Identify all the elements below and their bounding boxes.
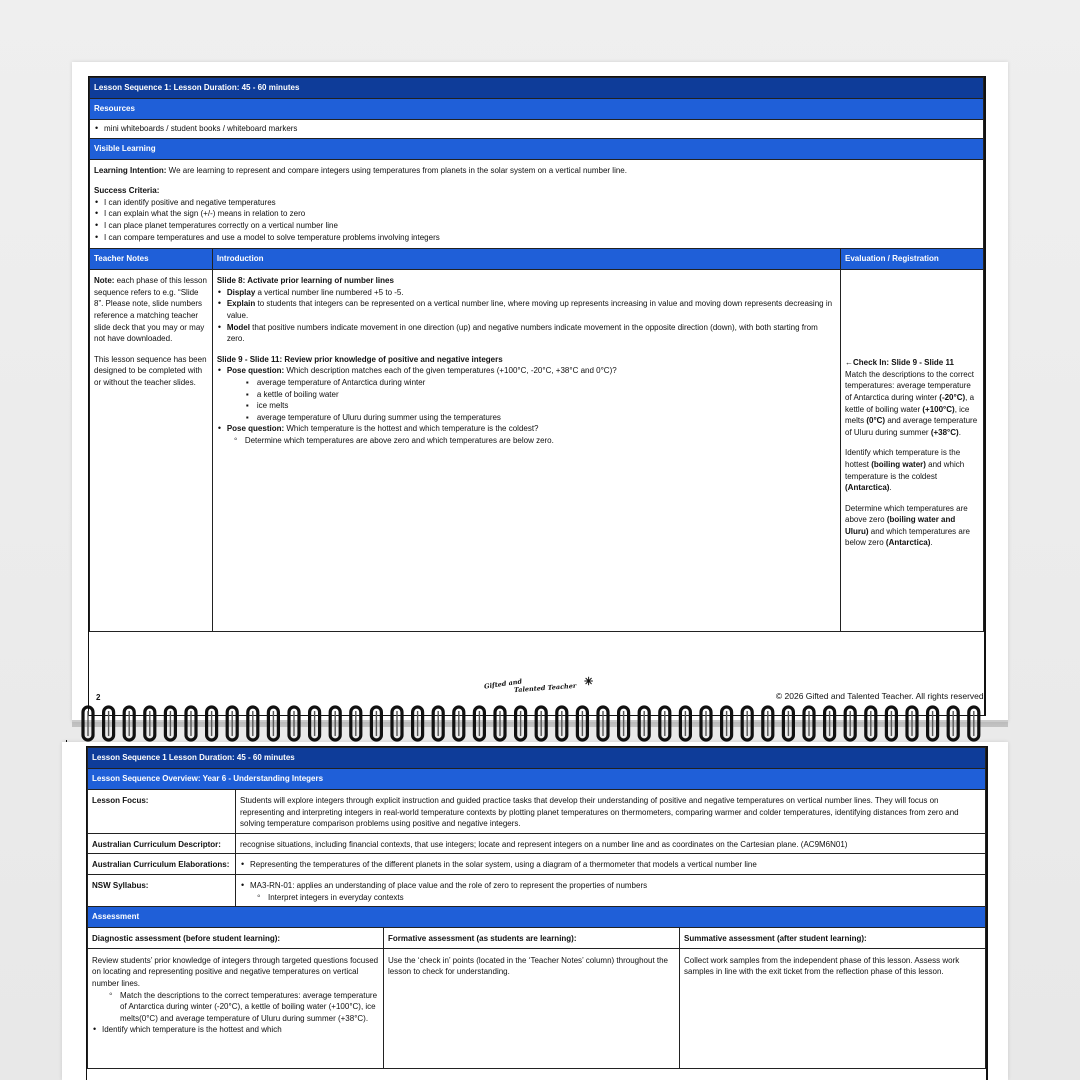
visible-learning-cell xyxy=(90,159,984,249)
nsw-syllabus-cell xyxy=(236,874,986,906)
curriculum-elaborations-label: Australian Curriculum Elaborations: xyxy=(92,860,230,870)
summative-heading: Summative assessment (after student learning): xyxy=(684,934,867,944)
check-in-hottest-text: Identify which temperature is the hottest (boiling water) and which temperature is the coldest (Antarctica). xyxy=(845,448,965,493)
worksheet-page-2 xyxy=(72,62,1008,722)
nsw-outcome-item: • MA3-RN-01: applies an understanding of place value and the role of zero to represent the properties of numbers xyxy=(240,880,981,892)
spiral-coil xyxy=(289,707,299,740)
binding-shadow xyxy=(72,720,1008,727)
spiral-coil xyxy=(907,707,917,740)
evaluation-heading: Evaluation / Registration xyxy=(841,249,984,270)
nsw-outcome-subitem: ◦ Interpret integers in everyday contexts xyxy=(256,892,981,904)
spiral-coil xyxy=(928,707,938,740)
nsw-syllabus-label: NSW Syllabus: xyxy=(92,880,149,890)
criteria-item: • I can compare temperatures and use a model to solve temperature problems involving integers xyxy=(94,232,979,244)
slide8-item: • Explain to students that integers can be represented on a vertical number line, where moving up represents increasing in value and moving down represents decreasing in value. xyxy=(217,298,836,321)
slide8-item: • Display a vertical number line numbered +5 to -5. xyxy=(217,287,836,299)
temperature-description-list xyxy=(217,377,836,423)
pose-question-subitem: ◦ Determine which temperatures are above zero and which temperatures are below zero. xyxy=(233,435,836,447)
teacher-notes-heading: Teacher Notes xyxy=(90,249,213,270)
spiral-coil xyxy=(433,707,443,740)
assessment-heading: Assessment xyxy=(88,907,986,928)
spiral-coil xyxy=(268,707,278,740)
criteria-item: • I can place planet temperatures correctly on a vertical number line xyxy=(94,220,979,232)
teacher-notes-cell xyxy=(90,270,213,632)
introduction-cell xyxy=(212,270,840,632)
spiral-coil xyxy=(248,707,258,740)
diagnostic-subitem: ◦ Match the descriptions to the correct temperatures: average temperature of Antarctica during winter (-20°C), a kettle of boiling water (+100°C), ice melts(0°C) and average temperature of Uluru during summer (+38°C). xyxy=(108,990,379,1025)
spiral-coil xyxy=(330,707,340,740)
lesson-duration-header: Lesson Sequence 1 Lesson Duration: 45 - 60 minutes xyxy=(88,748,986,769)
worksheet-page-1 xyxy=(62,742,1008,1080)
spiral-coil xyxy=(680,707,690,740)
criteria-item: • I can explain what the sign (+/-) means in relation to zero xyxy=(94,208,979,220)
formative-text: Use the ‘check in’ points (located in the ‘Teacher Notes’ column) throughout the lesson to check for understanding. xyxy=(384,948,680,1068)
lesson-overview-table xyxy=(87,747,986,1069)
overview-table-frame xyxy=(86,746,988,1080)
overview-heading: Lesson Sequence Overview: Year 6 - Understanding Integers xyxy=(88,769,986,790)
slide8-item: • Model that positive numbers indicate movement in one direction (up) and negative numbers indicate movement in the opposite direction (down), with both starting from zero. xyxy=(217,322,836,345)
lesson-sequence-table xyxy=(89,77,984,632)
description-item: ▪ average temperature of Antarctica during winter xyxy=(245,377,836,389)
spiral-coil xyxy=(186,707,196,740)
lesson-table-frame xyxy=(88,76,986,716)
check-in-title: ←Check In: Slide 9 - Slide 11 xyxy=(845,358,954,368)
resources-heading: Resources xyxy=(90,99,984,120)
slide8-list xyxy=(217,287,836,345)
spiral-coil xyxy=(454,707,464,740)
lesson-duration-header: Lesson Sequence 1: Lesson Duration: 45 - 60 minutes xyxy=(90,78,984,99)
visible-learning-heading: Visible Learning xyxy=(90,138,984,159)
diagnostic-heading: Diagnostic assessment (before student learning): xyxy=(92,934,281,944)
teacher-note: Note: each phase of this lesson sequence refers to e.g. “Slide 8”. Please note, slide numbers reference a matching teacher slide deck that you may or may not have downloaded. xyxy=(94,276,207,344)
spiral-coil xyxy=(660,707,670,740)
curriculum-descriptor-text: recognise situations, including financial contexts, that use integers; locate and represent integers on a number line and as coordinates on the Cartesian plane. (AC9M6N01) xyxy=(236,833,986,854)
curriculum-descriptor-label: Australian Curriculum Descriptor: xyxy=(92,839,221,849)
slide9-list xyxy=(217,365,836,377)
spiral-coil xyxy=(845,707,855,740)
spiral-coil xyxy=(227,707,237,740)
description-item: ▪ average temperature of Uluru during summer using the temperatures xyxy=(245,412,836,424)
copyright-text: © 2026 Gifted and Talented Teacher. All rights reserved. xyxy=(775,691,986,701)
summative-text: Collect work samples from the independent phase of this lesson. Assess work samples in line with the exit ticket from the reflection phase of this lesson. xyxy=(680,948,986,1068)
resources-cell xyxy=(90,120,984,139)
pose-question-item: • Pose question: Which description matches each of the given temperatures (+100°C, -20°C, +38°C and 0°C)? xyxy=(217,365,836,377)
spiral-coil xyxy=(392,707,402,740)
spiral-coil xyxy=(763,707,773,740)
spiral-coil xyxy=(886,707,896,740)
success-criteria-label: Success Criteria: xyxy=(94,186,160,196)
spiral-coil xyxy=(516,707,526,740)
description-item: ▪ ice melts xyxy=(245,400,836,412)
description-item: ▪ a kettle of boiling water xyxy=(245,389,836,401)
check-in-zero-text: Determine which temperatures are above zero (boiling water and Uluru) and which temperatures are below zero (Antarctica). xyxy=(845,503,970,548)
spiral-coil xyxy=(722,707,732,740)
spiral-coil xyxy=(577,707,587,740)
spiral-coil xyxy=(783,707,793,740)
brand-logo: Gifted and Talented Teacher ✳ xyxy=(483,675,594,695)
spiral-coil xyxy=(948,707,958,740)
spiral-coil xyxy=(310,707,320,740)
pose-question-item: • Pose question: Which temperature is the hottest and which temperature is the coldest? xyxy=(217,423,836,435)
spiral-coil xyxy=(825,707,835,740)
elaboration-item: • Representing the temperatures of the different planets in the solar system, using a diagram of a thermometer that models a vertical number line xyxy=(240,859,981,871)
spiral-coil xyxy=(701,707,711,740)
success-criteria-list xyxy=(94,197,979,243)
spiral-coil xyxy=(351,707,361,740)
spiral-coil xyxy=(165,707,175,740)
sparkle-icon: ✳ xyxy=(584,675,594,688)
criteria-item: • I can identify positive and negative temperatures xyxy=(94,197,979,209)
teacher-note-slides: This lesson sequence has been designed to be completed with or without the teacher slides. xyxy=(94,354,207,387)
elaborations-cell xyxy=(236,854,986,875)
lesson-focus-text: Students will explore integers through explicit instruction and guided practice tasks that develop their understanding of positive and negative temperatures on vertical number lines. They will focus on representing and interpreting integers in real-world temperature contexts by plotting planet temperatures on thermometers, comparing warmer and colder temperatures, identifying distances from zero and solving temperature comparison problems using positive and negative integers. xyxy=(236,790,986,834)
spiral-coil xyxy=(557,707,567,740)
spiral-coil xyxy=(413,707,423,740)
spiral-coil xyxy=(495,707,505,740)
lesson-focus-label: Lesson Focus: xyxy=(92,796,149,805)
evaluation-cell xyxy=(841,270,984,632)
spiral-coil xyxy=(371,707,381,740)
page-number: 2 xyxy=(96,693,101,702)
diagnostic-cell xyxy=(88,948,384,1068)
spiral-coil xyxy=(536,707,546,740)
spiral-coil xyxy=(619,707,629,740)
resources-item: • mini whiteboards / student books / whiteboard markers xyxy=(94,123,979,135)
spiral-coil xyxy=(124,707,134,740)
spiral-coil xyxy=(145,707,155,740)
formative-heading: Formative assessment (as students are learning): xyxy=(388,934,577,944)
slide9-title: Slide 9 - Slide 11: Review prior knowledge of positive and negative integers xyxy=(216,354,503,364)
spiral-coil xyxy=(83,707,93,740)
learning-intention: Learning Intention: We are learning to represent and compare integers using temperatures from planets in the solar system on a vertical number line. xyxy=(94,165,627,175)
spiral-coil xyxy=(474,707,484,740)
spiral-coil xyxy=(104,707,114,740)
introduction-heading: Introduction xyxy=(212,249,840,270)
spiral-coil xyxy=(639,707,649,740)
spiral-coil xyxy=(804,707,814,740)
spiral-coil xyxy=(866,707,876,740)
diagnostic-text: Review students’ prior knowledge of integers through targeted questions focused on locating and representing positive and negative temperatures on vertical number lines. xyxy=(92,955,379,988)
spiral-coil xyxy=(598,707,608,740)
spiral-coil xyxy=(207,707,217,740)
check-in-match-text: Match the descriptions to the correct temperatures: average temperature of Antarctica during winter (-20°C), a kettle of boiling water (+100°C), ice melts (0°C) and average temperature of Uluru during summer (+38°C). xyxy=(845,369,978,437)
spiral-coil xyxy=(742,707,752,740)
slide8-title: Slide 8: Activate prior learning of number lines xyxy=(216,276,394,286)
diagnostic-item: • Identify which temperature is the hottest and which xyxy=(92,1024,379,1036)
spiral-binding xyxy=(72,702,1008,744)
spiral-coil xyxy=(969,707,979,740)
